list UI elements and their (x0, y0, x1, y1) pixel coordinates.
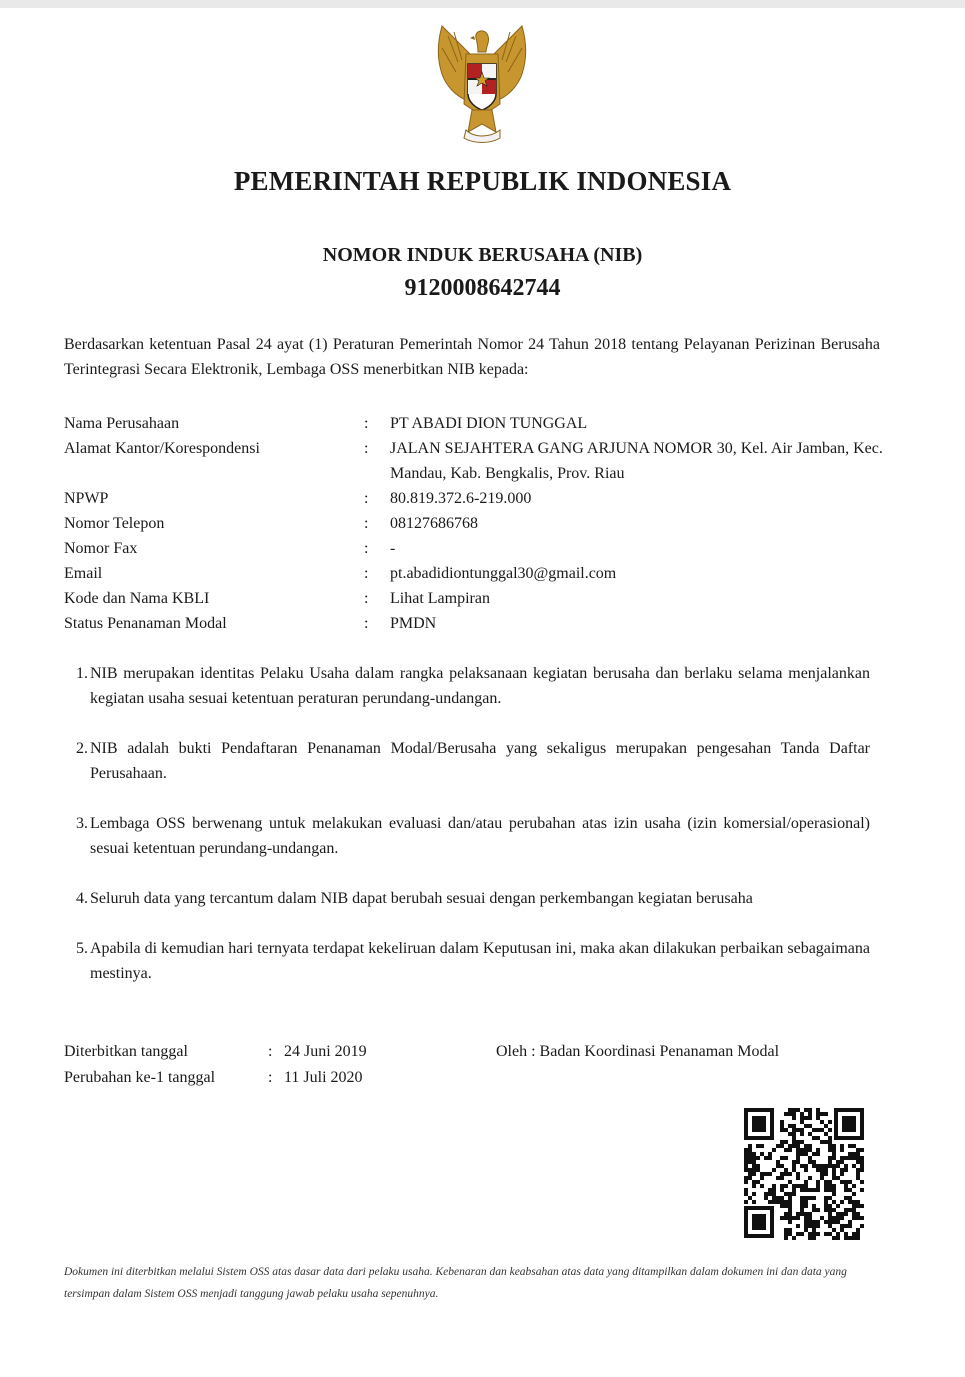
field-value: pt.abadidiontunggal30@gmail.com (390, 565, 617, 582)
field-value: PMDN (390, 615, 437, 632)
field-row (64, 486, 884, 511)
intro-paragraph: Berdasarkan ketentuan Pasal 24 ayat (1) Peraturan Pemerintah Nomor 24 Tahun 2018 tentang Pelayanan Perizinan Berusaha Terintegrasi Secara Elektronik, Lembaga OSS menerbitkan NIB kepada: (64, 336, 880, 378)
government-title: PEMERINTAH REPUBLIK INDONESIA (233, 166, 732, 196)
field-value: 08127686768 (390, 515, 478, 532)
issued-row (64, 1039, 367, 1065)
field-row (64, 536, 884, 561)
note-number: 5. (76, 940, 88, 957)
qr-code-icon (742, 1106, 866, 1240)
nib-heading: NOMOR INDUK BERUSAHA (NIB) (322, 244, 643, 266)
field-label: Nomor Telepon (64, 515, 165, 532)
list-item (64, 936, 870, 986)
note-number: 4. (76, 890, 88, 907)
issuer: Oleh : Badan Koordinasi Penanaman Modal (496, 1043, 780, 1060)
note-text: Lembaga OSS berwenang untuk melakukan evaluasi dan/atau perubahan atas izin usaha (izin komersial/operasional) sesuai ketentuan perundang-undangan. (90, 815, 870, 857)
field-label: NPWP (64, 490, 109, 507)
field-colon: : (364, 415, 369, 432)
list-item (64, 661, 870, 711)
field-row (64, 586, 884, 611)
field-colon: : (364, 490, 369, 507)
change-row (64, 1065, 367, 1091)
list-item (64, 736, 870, 786)
note-number: 3. (76, 815, 88, 832)
note-number: 1. (76, 665, 88, 682)
list-item (64, 886, 870, 911)
field-label: Nomor Fax (64, 540, 138, 557)
change-date: 11 Juli 2020 (284, 1069, 363, 1086)
field-label: Nama Perusahaan (64, 415, 180, 432)
field-label: Email (64, 565, 103, 582)
field-label: Status Penanaman Modal (64, 615, 227, 632)
footer-disclaimer: Dokumen ini diterbitkan melalui Sistem OSS atas dasar data dari pelaku usaha. Kebenaran dan keabsahan atas data yang ditampilkan dalam dokumen ini dan data yang tersimpan dalam Sistem OSS menjadi tanggung jawab pelaku usaha sepenuhnya. (64, 1266, 847, 1300)
field-row (64, 611, 884, 636)
field-row (64, 561, 884, 586)
change-colon: : (268, 1069, 273, 1086)
field-label: Kode dan Nama KBLI (64, 590, 210, 607)
nib-number: 9120008642744 (404, 275, 561, 301)
field-label: Alamat Kantor/Korespondensi (64, 440, 260, 457)
field-colon: : (364, 615, 369, 632)
field-colon: : (364, 440, 369, 457)
field-value: Lihat Lampiran (390, 590, 490, 607)
issued-date: 24 Juni 2019 (284, 1043, 367, 1060)
note-text: Seluruh data yang tercantum dalam NIB dapat berubah sesuai dengan perkembangan kegiatan berusaha (90, 890, 753, 907)
notes-list (64, 661, 870, 1011)
issued-colon: : (268, 1043, 273, 1060)
change-label: Perubahan ke-1 tanggal (64, 1069, 216, 1086)
note-text: NIB merupakan identitas Pelaku Usaha dalam rangka pelaksanaan kegiatan berusaha dan berlaku selama menjalankan kegiatan usaha sesuai ketentuan peraturan perundang-undangan. (90, 665, 870, 707)
issued-dates (64, 1039, 367, 1091)
field-colon: : (364, 590, 369, 607)
note-text: Apabila di kemudian hari ternyata terdapat kekeliruan dalam Keputusan ini, maka akan dilakukan perbaikan sebagaimana mestinya. (90, 940, 870, 982)
top-border (0, 0, 965, 8)
field-value: - (390, 540, 396, 557)
field-row (64, 411, 884, 436)
list-item (64, 811, 870, 861)
field-value: PT ABADI DION TUNGGAL (390, 415, 588, 432)
issued-label: Diterbitkan tanggal (64, 1043, 188, 1060)
note-number: 2. (76, 740, 88, 757)
company-details (64, 411, 884, 636)
field-value: 80.819.372.6-219.000 (390, 490, 532, 507)
field-row (64, 511, 884, 536)
garuda-emblem-icon (428, 22, 536, 148)
note-text: NIB adalah bukti Pendaftaran Penanaman Modal/Berusaha yang sekaligus merupakan pengesahan Tanda Daftar Perusahaan. (90, 740, 870, 782)
field-value: JALAN SEJAHTERA GANG ARJUNA NOMOR 30, Kel. Air Jamban, Kec. Mandau, Kab. Bengkalis, Prov. Riau (390, 440, 883, 482)
field-colon: : (364, 540, 369, 557)
field-colon: : (364, 515, 369, 532)
field-colon: : (364, 565, 369, 582)
field-row (64, 436, 884, 486)
